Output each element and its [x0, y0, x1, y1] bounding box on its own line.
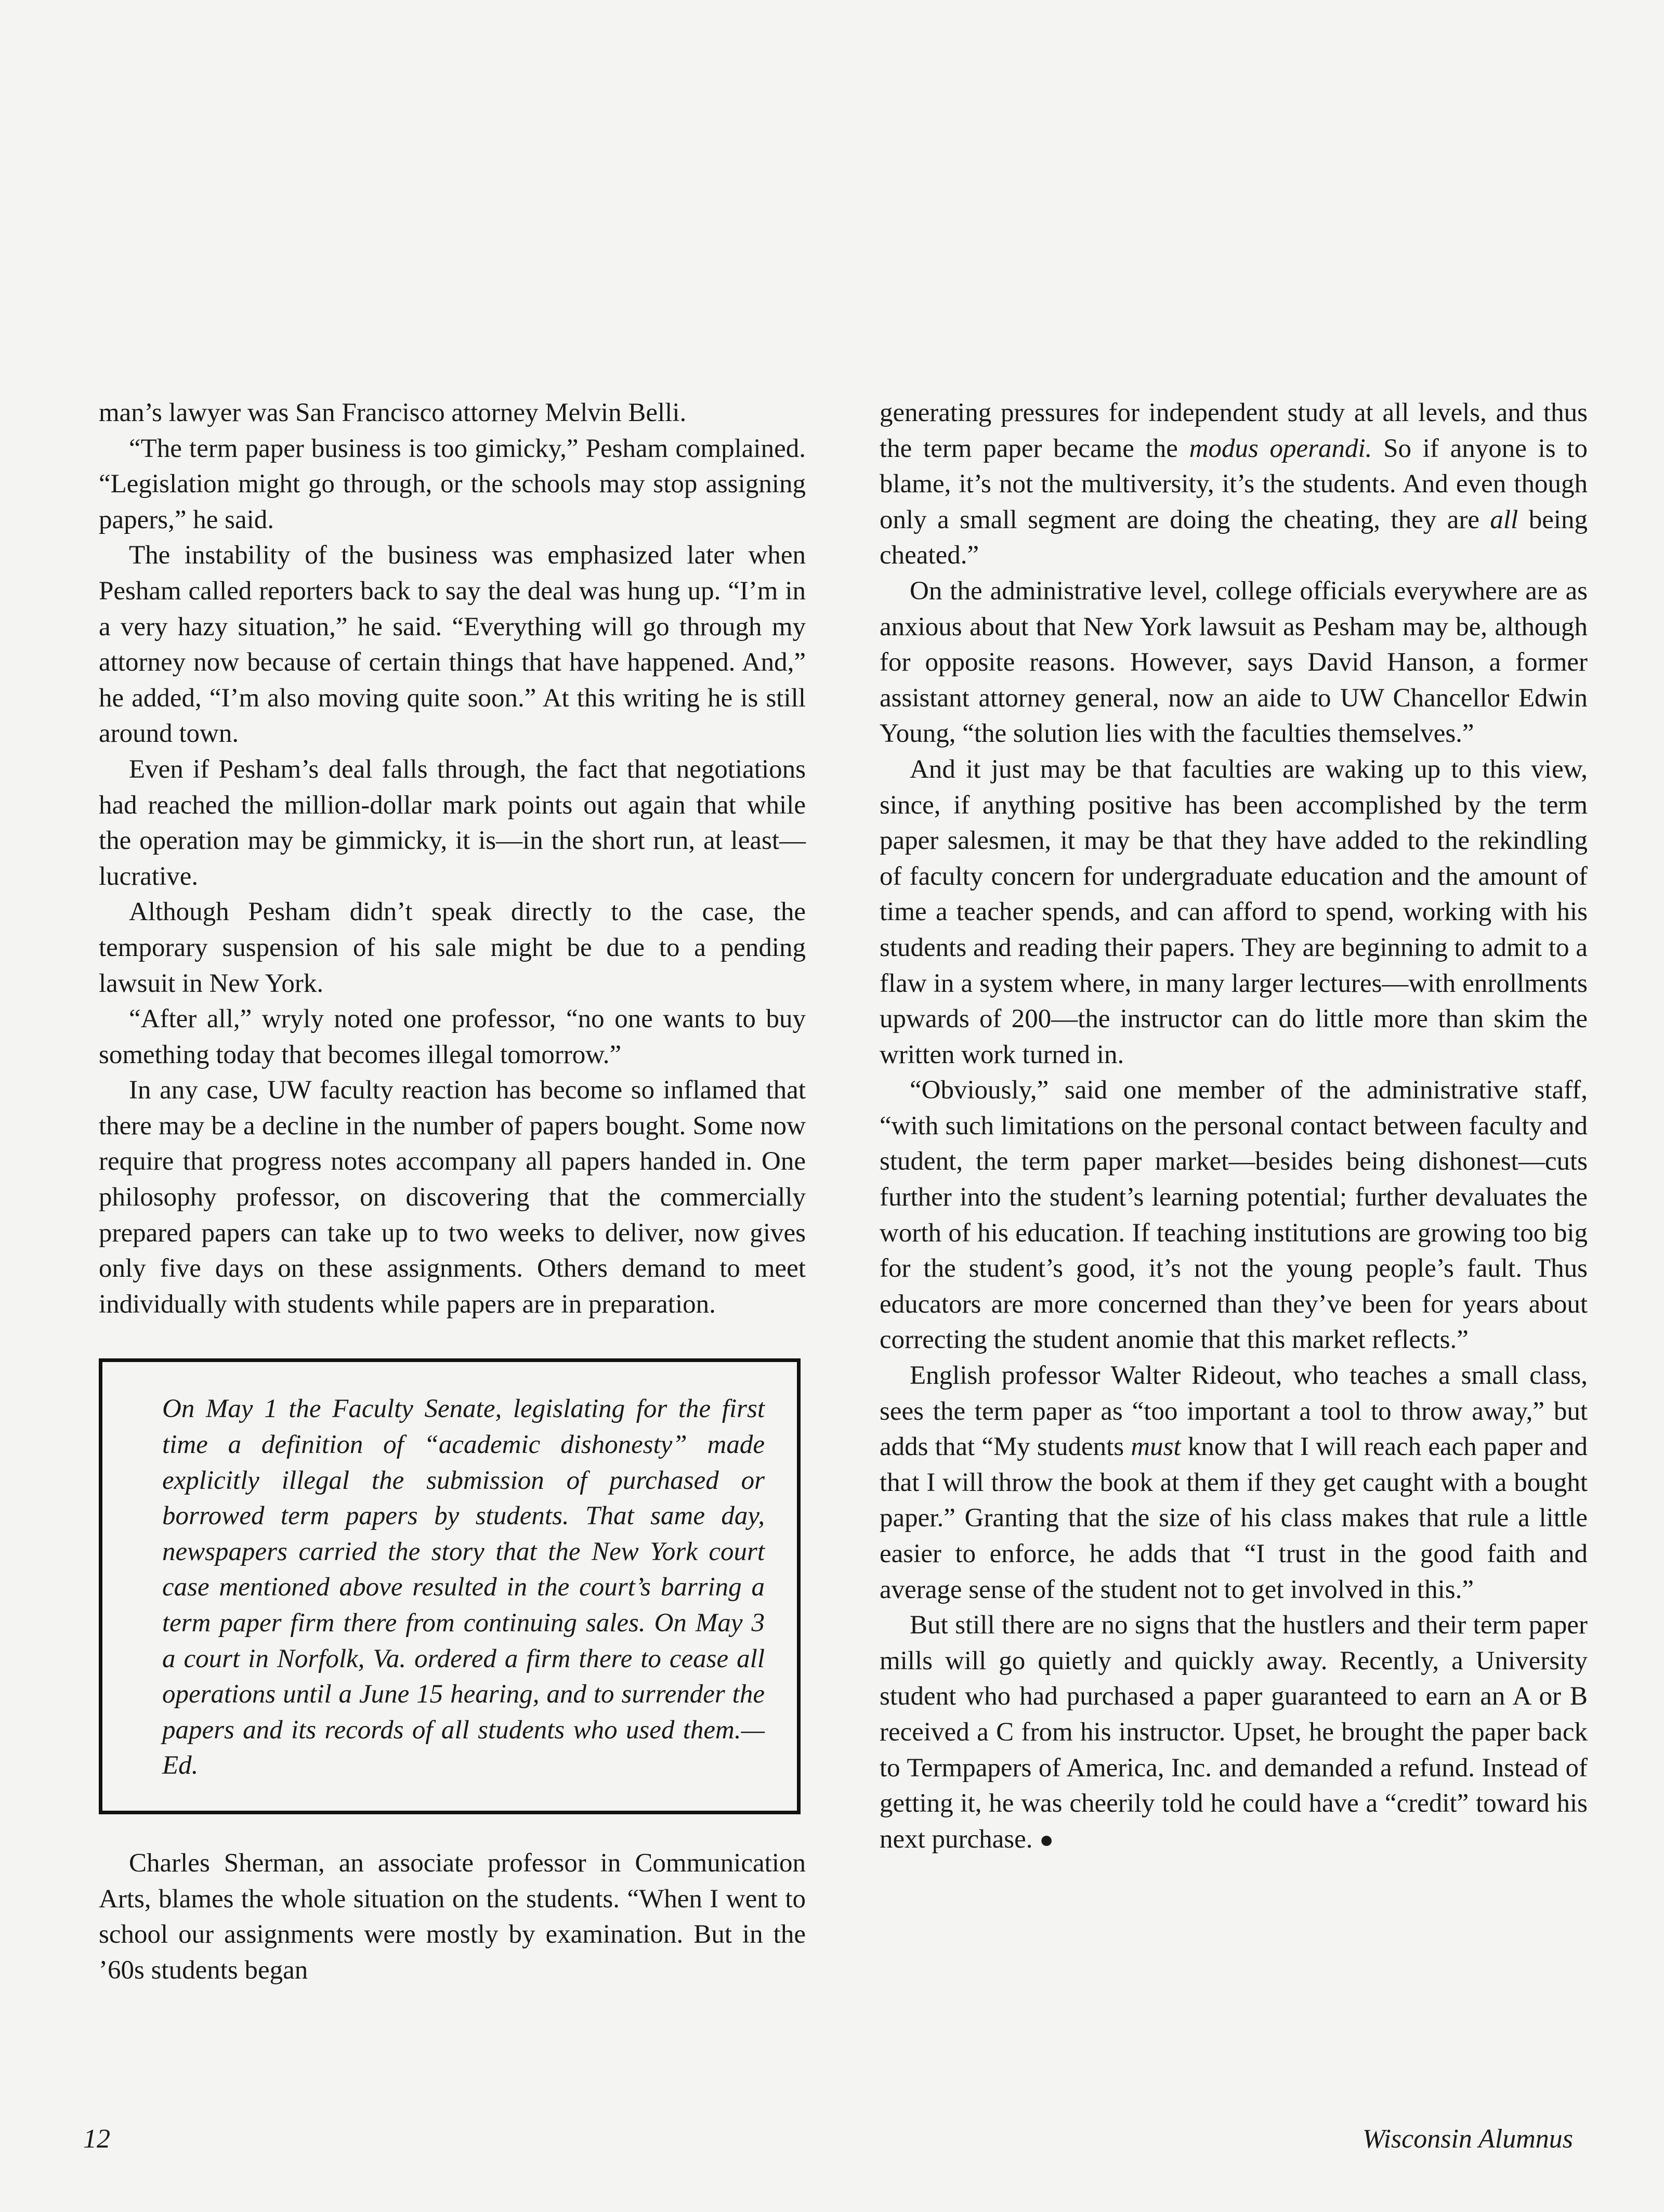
page-number: 12 [83, 2124, 110, 2154]
italic-text: all [1490, 505, 1518, 534]
paragraph: Even if Pesham’s deal falls through, the fact that negotiations had reached the million-dollar mark points out again that while the operation may be gimmicky, it is—in the short run, at least—lucrative. [99, 754, 806, 891]
text-run: English professor Walter Rideout, who teaches a small class, sees the term paper as “too important a tool to throw away,” but adds that “My students [880, 1361, 1588, 1462]
paragraph [880, 395, 1588, 573]
paragraph: man’s lawyer was San Francisco attorney Melvin Belli. [99, 398, 687, 427]
text-run: being cheated.” [880, 505, 1588, 570]
paragraph: “After all,” wryly noted one professor, “no one wants to buy something today that becomes illegal tomorrow.” [99, 1004, 806, 1069]
text-run: generating pressures for independent study at all levels, and thus the term paper became the [880, 398, 1588, 463]
publication-name: Wisconsin Alumnus [1362, 2124, 1573, 2154]
paragraph: “Obviously,” said one member of the administrative staff, “with such limitations on the personal contact between faculty and student, the term paper market—besides being dishonest—cuts further into the student’s learning potential; further devaluates the worth of his education. If teaching institutions are growing too big for the student’s good, it’s not the young people’s fault. Thus educators are more concerned than they’ve been for years about correcting the student anomie that this market reflects.” [880, 1076, 1588, 1355]
left-column [99, 395, 806, 1988]
italic-text: must [1131, 1432, 1181, 1462]
right-column [880, 395, 1588, 1857]
paragraph: Charles Sherman, an associate professor in Communication Arts, blames the whole situation on the students. “When I went to school our assignments were mostly by examination. But in the ’60s students began [99, 1848, 806, 1985]
editor-note-box [99, 1358, 801, 1814]
paragraph: On the administrative level, college officials everywhere are as anxious about that New York lawsuit as Pesham may be, although for opposite reasons. However, says David Hanson, a former assistant attorney general, now an aide to UW Chancellor Edwin Young, “the solution lies with the faculties themselves.” [880, 576, 1588, 749]
paragraph: “The term paper business is too gimicky,” Pesham complained. “Legislation might go through, or the schools may stop assigning papers,” he said. [99, 434, 806, 534]
paragraph: In any case, UW faculty reaction has become so inflamed that there may be a decline in the number of papers bought. Some now require that progress notes accompany all papers handed in. One philosophy professor, on discovering that the commercially prepared papers can take up to two weeks to deliver, now gives only five days on these assignments. Others demand to meet individually with students while papers are in preparation. [99, 1076, 806, 1319]
paragraph: Although Pesham didn’t speak directly to the case, the temporary suspension of his sale might be due to a pending lawsuit in New York. [99, 897, 806, 998]
paragraph: And it just may be that faculties are waking up to this view, since, if anything positive has been accomplished by the term paper salesmen, it may be that they have added to the rekindling of faculty concern for undergraduate education and the amount of time a teacher spends, and can afford to spend, working with his students and reading their papers. They are beginning to admit to a flaw in a system where, in many larger lectures—with enrollments upwards of 200—the instructor can do little more than skim the written work turned in. [880, 754, 1588, 1069]
text-run: know that I will reach each paper and that I will throw the book at them if they get caught with a bought paper.” Granting that the size of his class makes that rule a little easier to enforce, he adds that “I trust in the good faith and average sense of the student not to get involved in this.” [880, 1432, 1588, 1604]
editor-note-text: On May 1 the Faculty Senate, legislating for the first time a definition of “academic dishonesty” made explicitly illegal the submission of purchased or borrowed term papers by students. That same day, newspapers carried the story that the New York court case mentioned above resulted in the court’s barring a term paper firm there from continuing sales. On May 3 a court in Norfolk, Va. ordered a firm there to cease all operations until a June 15 hearing, and to surrender the papers and its records of all students who used them.—Ed. [162, 1394, 765, 1781]
paragraph [880, 1358, 1588, 1607]
text-run: So if anyone is to blame, it’s not the multiversity, it’s the students. And even though only a small segment are doing the cheating, they are [880, 434, 1588, 534]
paragraph [880, 1607, 1588, 1857]
paragraph: The instability of the business was emphasized later when Pesham called reporters back to say the deal was hung up. “I’m in a very hazy situation,” he said. “Everything will go through my attorney now because of certain things that have happened. And,” he added, “I’m also moving quite soon.” At this writing he is still around town. [99, 541, 806, 749]
end-mark-icon: ● [1039, 1826, 1054, 1853]
text-run: But still there are no signs that the hustlers and their term paper mills will go quietly and quickly away. Recently, a University student who had purchased a paper guaranteed to earn an A or B received a C from his instructor. Upset, he brought the paper back to Termpapers of America, Inc. and demanded a refund. Instead of getting it, he was cheerily told he could have a “credit” toward his next purchase. [880, 1611, 1588, 1854]
italic-text: modus operandi. [1189, 434, 1372, 463]
